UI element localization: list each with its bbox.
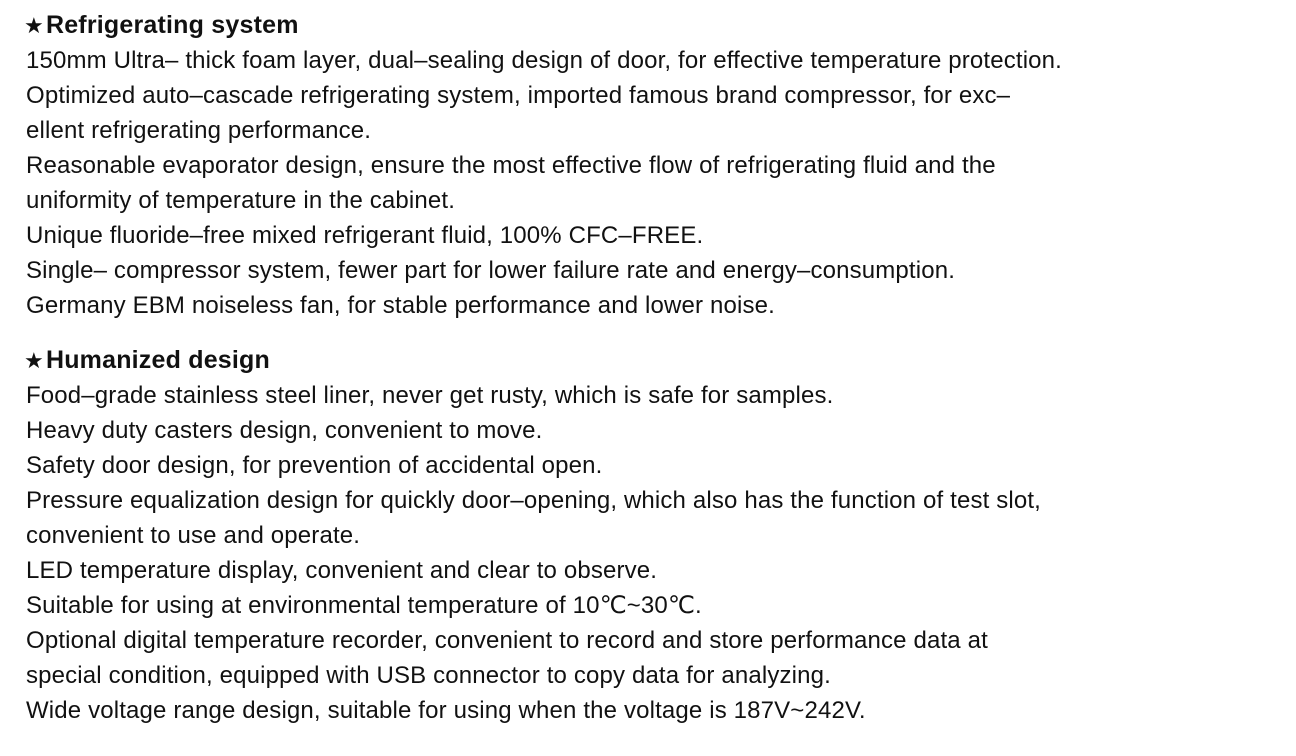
feature-line: Safety door design, for prevention of accidental open.	[26, 452, 603, 479]
feature-document	[26, 8, 1288, 728]
section-title: Humanized design	[45, 346, 270, 374]
feature-line: Optional digital temperature recorder, convenient to record and store performance data at	[26, 627, 988, 654]
feature-line: Pressure equalization design for quickly door–opening, which also has the function of test slot,	[26, 487, 1041, 514]
feature-line: Heavy duty casters design, convenient to move.	[26, 417, 543, 444]
feature-line: 150mm Ultra– thick foam layer, dual–sealing design of door, for effective temperature protection.	[26, 47, 1062, 74]
feature-line: Single– compressor system, fewer part for lower failure rate and energy–consumption.	[26, 257, 956, 284]
feature-line: Reasonable evaporator design, ensure the most effective flow of refrigerating fluid and the	[26, 152, 996, 179]
feature-line: convenient to use and operate.	[26, 522, 361, 549]
feature-line: Food–grade stainless steel liner, never get rusty, which is safe for samples.	[26, 382, 834, 409]
feature-line: Suitable for using at environmental temperature of 10℃~30℃.	[26, 592, 702, 619]
section-humanized-design	[26, 343, 1288, 728]
feature-line: Optimized auto–cascade refrigerating system, imported famous brand compressor, for exc–	[26, 82, 1011, 109]
feature-line: ellent refrigerating performance.	[26, 117, 372, 144]
section-title: Refrigerating system	[45, 11, 299, 39]
section-refrigerating-system	[26, 8, 1288, 323]
section-heading	[26, 343, 1288, 378]
feature-line: uniformity of temperature in the cabinet.	[26, 187, 456, 214]
feature-line: LED temperature display, convenient and clear to observe.	[26, 557, 658, 584]
feature-line: Unique fluoride–free mixed refrigerant fluid, 100% CFC–FREE.	[26, 222, 704, 249]
section-heading	[26, 8, 1288, 43]
feature-line: special condition, equipped with USB connector to copy data for analyzing.	[26, 662, 831, 689]
feature-line: Germany EBM noiseless fan, for stable performance and lower noise.	[26, 292, 775, 319]
feature-line: Wide voltage range design, suitable for using when the voltage is 187V~242V.	[26, 697, 866, 724]
star-icon: ★	[24, 13, 44, 38]
star-icon: ★	[24, 348, 44, 373]
